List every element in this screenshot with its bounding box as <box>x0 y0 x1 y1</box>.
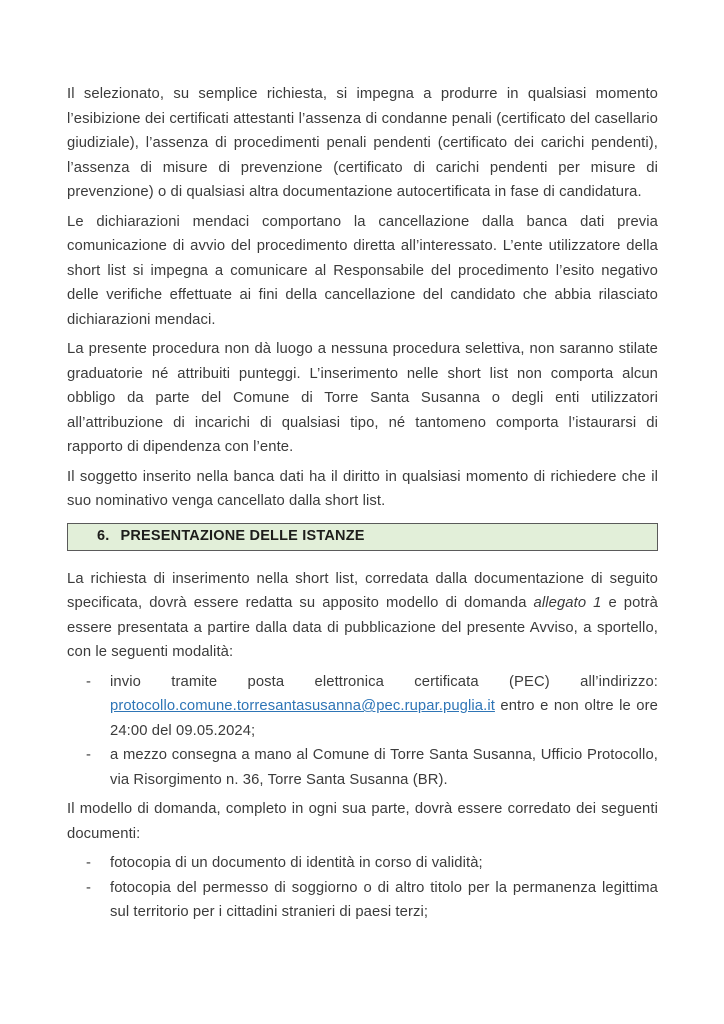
section-heading-presentazione-istanze <box>67 523 658 551</box>
section-title: PRESENTAZIONE DELLE ISTANZE <box>120 528 365 545</box>
paragraph-richiesta <box>67 567 658 665</box>
modalita-list <box>67 670 658 793</box>
list-item-documento-identita-text: fotocopia di un documento di identità in corso di validità; <box>110 855 483 871</box>
paragraph-modello: Il modello di domanda, completo in ogni sua parte, dovrà essere corredato dei seguenti documenti: <box>67 801 658 842</box>
bullet-dash-marker: - <box>86 855 92 871</box>
pec-email-link[interactable]: protocollo.comune.torresantasusanna@pec.rupar.puglia.it <box>110 698 495 714</box>
richiesta-text-part1: La richiesta di inserimento nella short list, corredata dalla documentazione di seguito specificata, dovrà essere redatta su apposito modello di domanda <box>67 570 658 611</box>
bullet-dash-marker: - <box>86 747 92 763</box>
allegato-1-reference: allegato 1 <box>533 595 602 611</box>
documenti-list <box>67 851 658 925</box>
bullet-dash-marker: - <box>86 879 92 896</box>
list-item-consegna-mano <box>67 743 658 792</box>
pec-text-post: entro e non oltre le ore 24:00 del 09.05.2024; <box>110 698 658 739</box>
page-content <box>67 82 658 930</box>
list-item-permesso-soggiorno-text: fotocopia del permesso di soggiorno o di altro titolo per la permanenza legittima sul territorio per i cittadini stranieri di paesi terzi; <box>110 879 658 920</box>
list-item-permesso-soggiorno <box>67 876 658 925</box>
paragraph-procedura: La presente procedura non dà luogo a nessuna procedura selettiva, non saranno stilate graduatorie né attribuiti punteggi. L’inserimento nelle short list non comporta alcun obbligo da parte del Comune di Torre Santa Susanna o degli enti utilizzatori all’attribuzione di incarichi di qualsiasi tipo, né tantomeno comporta l’istaurarsi di rapporto di dipendenza con l’ente. <box>67 341 658 455</box>
section-number: 6. <box>97 528 110 545</box>
paragraph-soggetto: Il soggetto inserito nella banca dati ha il diritto in qualsiasi momento di richiedere che il suo nominativo venga cancellato dalla short list. <box>67 468 658 509</box>
bullet-dash-marker: - <box>86 673 92 690</box>
pec-text-pre: invio tramite posta elettronica certificata (PEC) all’indirizzo: <box>110 673 658 690</box>
list-item-documento-identita <box>67 851 658 876</box>
list-item-pec <box>67 670 658 744</box>
list-item-pec-text <box>110 670 658 744</box>
richiesta-text-part2: e potrà essere presentata a partire dalla data di pubblicazione del presente Avviso, a sportello, con le seguenti modalità: <box>67 595 658 660</box>
paragraph-selezionato: Il selezionato, su semplice richiesta, si impegna a produrre in qualsiasi momento l’esibizione dei certificati attestanti l’assenza di condanne penali (certificato del casellario giudiziale), l’assenza di procedimenti penali pendenti (certificato dei carichi pendenti), l’assenza di misure di prevenzione (certificato di carichi pendenti per misure di prevenzione) o di qualsiasi altra documentazione autocertificata in fase di candidatura. <box>67 86 658 200</box>
list-item-consegna-mano-text: a mezzo consegna a mano al Comune di Torre Santa Susanna, Ufficio Protocollo, via Risorgimento n. 36, Torre Santa Susanna (BR). <box>110 747 658 788</box>
paragraph-dichiarazioni: Le dichiarazioni mendaci comportano la cancellazione dalla banca dati previa comunicazione di avvio del procedimento diretta all’interessato. L’ente utilizzatore della short list si impegna a comunicare al Responsabile del procedimento l’esito negativo delle verifiche effettuate ai fini della cancellazione del candidato che abbia rilasciato dichiarazioni mendaci. <box>67 213 658 328</box>
